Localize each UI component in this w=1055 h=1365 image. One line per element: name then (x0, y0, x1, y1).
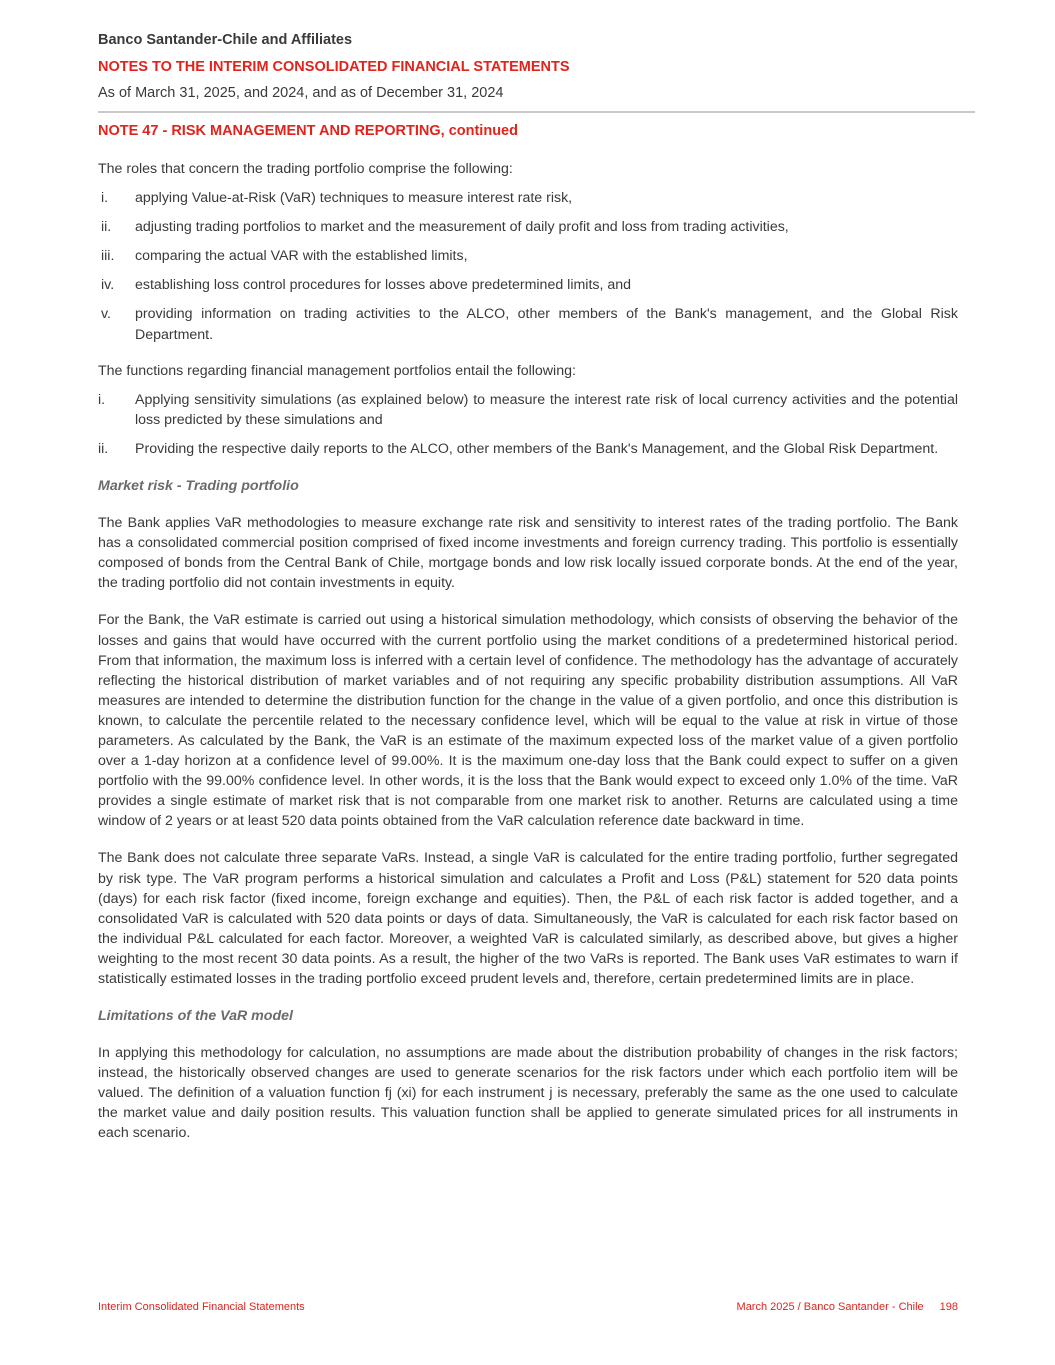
list-item (98, 275, 958, 295)
list-item-text: providing information on trading activities to the ALCO, other members of the Bank's management, and the Global Risk Department. (135, 306, 958, 343)
list-item-number: iv. (101, 277, 115, 294)
market-risk-paragraph: For the Bank, the VaR estimate is carried out using a historical simulation methodology, which consists of observing the behavior of the losses and gains that would have occurred with the current portfolio using the market conditions of a predetermined historical period. From that information, the maximum loss is inferred with a certain level of confidence. The methodology has the advantage of accurately reflecting the historical distribution of market variables and of not requiring any specific probability distribution assumptions. All VaR measures are intended to determine the distribution function for the change in the value of a given portfolio, and once this distribution is known, to calculate the percentile related to the necessary confidence level, which will be equal to the value at risk in virtue of those parameters. As calculated by the Bank, the VaR is an estimate of the maximum expected loss of the market value of a given portfolio over a 1-day horizon at a confidence level of 99.00%. It is the maximum one-day loss that the Bank could expect to suffer on a given portfolio with the 99.00% confidence level. In other words, it is the loss that the Bank would expect to exceed only 1.0% of the time. VaR provides a single estimate of market risk that is not comparable from one market risk to another. Returns are calculated using a time window of 2 years or at least 520 data points obtained from the VaR calculation reference date backward in time. (98, 612, 958, 830)
list-item-number: iii. (101, 248, 115, 265)
company-name: Banco Santander-Chile and Affiliates (98, 32, 353, 48)
list-item-text: adjusting trading portfolios to market and the measurement of daily profit and loss from trading activities, (135, 219, 789, 236)
as-of-date: As of March 31, 2025, and 2024, and as of December 31, 2024 (98, 85, 504, 101)
list-item (98, 439, 958, 459)
list-item-text: establishing loss control procedures for losses above predetermined limits, and (135, 277, 632, 294)
note-heading: NOTE 47 - RISK MANAGEMENT AND REPORTING, continued (98, 123, 518, 139)
market-risk-heading: Market risk - Trading portfolio (98, 478, 299, 495)
list-item-text: applying Value-at-Risk (VaR) techniques to measure interest rate risk, (135, 190, 573, 207)
list-item-number: ii. (101, 219, 112, 236)
page-content (98, 30, 958, 1144)
list-item-number: i. (98, 391, 106, 408)
list-item (98, 188, 958, 208)
list-item-number: v. (101, 306, 111, 323)
list-item-text: comparing the actual VAR with the established limits, (135, 248, 468, 265)
list-item (98, 246, 958, 266)
list-item (98, 390, 958, 430)
financial-functions-intro: The functions regarding financial management portfolios entail the following: (98, 362, 576, 379)
list-item (98, 304, 958, 344)
footer-period: March 2025 / Banco Santander - Chile (736, 1301, 924, 1313)
footer-document-title: Interim Consolidated Financial Statements (98, 1301, 305, 1313)
list-item-number: ii. (98, 440, 109, 457)
market-risk-paragraph: The Bank does not calculate three separate VaRs. Instead, a single VaR is calculated for the entire trading portfolio, further segregated by risk type. The VaR program performs a historical simulation and calculates a Profit and Loss (P&L) statement for 520 data points (days) for each risk factor (fixed income, foreign exchange and equities). Then, the P&L of each risk factor is added together, and a consolidated VaR is calculated with 520 data points or days of data. Simultaneously, the VaR is calculated for each risk factor based on the individual P&L calculated for each factor. Moreover, a weighted VaR is calculated similarly, as described above, but gives a higher weighting to the most recent 30 data points. As a result, the higher of the two VaRs is reported. The Bank uses VaR estimates to warn if statistically estimated losses in the trading portfolio exceed prudent levels and, therefore, certain predetermined limits are in place. (98, 850, 958, 987)
trading-roles-intro: The roles that concern the trading portfolio comprise the following: (98, 161, 513, 177)
limitations-paragraph: In applying this methodology for calculation, no assumptions are made about the distribution probability of changes in the risk factors; instead, the historically observed changes are used to generate scenarios for the risk factors under which each portfolio item will be valued. The definition of a valuation function fj (xi) for each instrument j is necessary, preferably the same as the one used to calculate the market value and daily position results. This valuation function shall be applied to generate simulated prices for all instruments in each scenario. (98, 1045, 958, 1142)
market-risk-paragraph: The Bank applies VaR methodologies to measure exchange rate risk and sensitivity to interest rates of the trading portfolio. The Bank has a consolidated commercial position comprised of fixed income investments and foreign currency trading. This portfolio is essentially composed of bonds from the Central Bank of Chile, mortgage bonds and low risk locally issued corporate bonds. At the end of the year, the trading portfolio did not contain investments in equity. (98, 515, 958, 592)
page-number: 198 (939, 1301, 958, 1313)
footer-right (737, 1301, 958, 1313)
notes-title: NOTES TO THE INTERIM CONSOLIDATED FINANCIAL STATEMENTS (98, 59, 570, 75)
financial-functions-list (98, 390, 958, 459)
trading-roles-list (98, 188, 958, 345)
list-item-text: Providing the respective daily reports to the ALCO, other members of the Bank's Management, and the Global Risk Department. (135, 440, 939, 457)
list-item-text: Applying sensitivity simulations (as explained below) to measure the interest rate risk of local currency activities and the potential loss predicted by these simulations and (135, 391, 958, 428)
list-item (98, 217, 958, 237)
list-item-number: i. (101, 190, 109, 207)
limitations-heading: Limitations of the VaR model (98, 1008, 293, 1025)
